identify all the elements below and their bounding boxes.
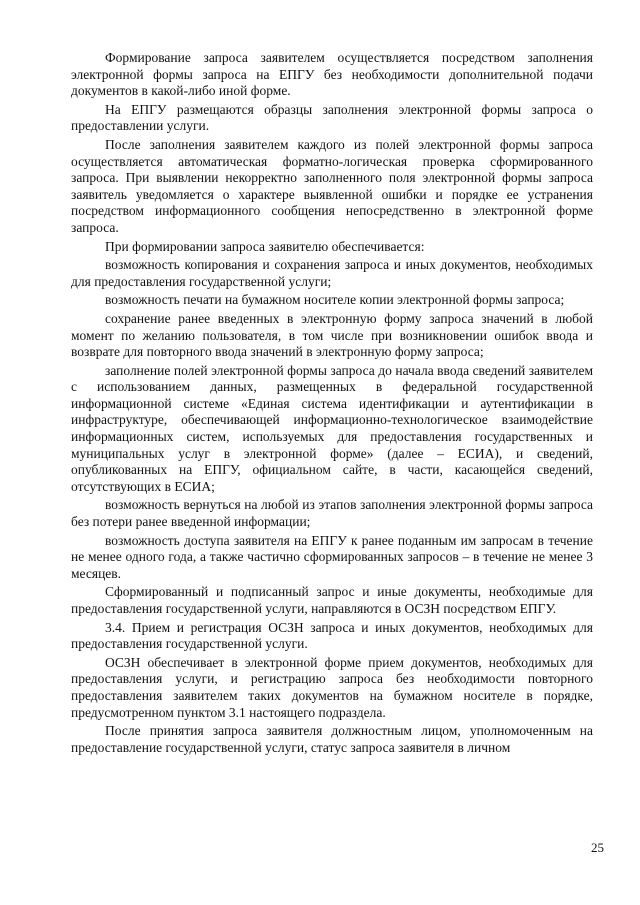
section-heading: 3.4. Прием и регистрация ОСЗН запроса и иных документов, необходимых для предоставления государственной услуги.: [71, 619, 593, 652]
list-item: возможность вернуться на любой из этапов заполнения электронной формы запроса без потери ранее введенной информации;: [71, 497, 593, 530]
list-item: возможность печати на бумажном носителе копии электронной формы запроса;: [105, 292, 565, 308]
paragraph: Сформированный и подписанный запрос и иные документы, необходимые для предоставления государственной услуги, направляются в ОСЗН посредством ЕПГУ.: [71, 584, 593, 616]
paragraph: После принятия запроса заявителя должностным лицом, уполномоченным на предоставление государственной услуги, статус запроса заявителя в личном: [71, 723, 593, 755]
list-item: заполнение полей электронной формы запроса до начала ввода сведений заявителем с использованием данных, размещенных в федеральной государственной информационной системе «Единая система идентификации и аутентификации в инфраструктуре, обеспечивающей информационно-технологическое взаимодействие информационных систем, используемых для предоставления государственных и муниципальных услуг в электронной форме» (далее – ЕСИА), и сведений, опубликованных на ЕПГУ, официальном сайте, в части, касающейся сведений, отсутствующих в ЕСИА;: [71, 362, 593, 494]
list-item: сохранение ранее введенных в электронную форму запроса значений в любой момент по желанию пользователя, в том числе при возникновении ошибок ввода и возврате для повторного ввода значений в электронную форму запроса;: [71, 310, 593, 360]
paragraph: ОСЗН обеспечивает в электронной форме прием документов, необходимых для предоставления услуги, и регистрацию запроса без необходимости повторного предоставления заявителем таких документов на бумажном носителе в порядке, предусмотренном пунктом 3.1 настоящего подраздела.: [71, 654, 593, 720]
paragraph: При формировании запроса заявителю обеспечивается:: [105, 238, 425, 254]
paragraph: На ЕПГУ размещаются образцы заполнения электронной формы запроса о предоставлении услуги.: [71, 101, 593, 134]
list-item: возможность доступа заявителя на ЕПГУ к ранее поданным им запросам в течение не менее одного года, а также частично сформированных запросов – в течение не менее 3 месяцев.: [71, 532, 593, 581]
paragraph: После заполнения заявителем каждого из полей электронной формы запроса осуществляется автоматическая форматно-логическая проверка сформированного запроса. При выявлении некорректно заполненного поля электронной формы запроса заявитель уведомляется о характере выявленной ошибки и порядке ее устранения посредством информационного сообщения непосредственно в электронной форме запроса.: [71, 136, 593, 235]
paragraph: Формирование запроса заявителем осуществляется посредством заполнения электронной формы запроса на ЕПГУ без необходимости дополнительной подачи документов в какой-либо иной форме.: [71, 50, 593, 99]
body-text: [71, 50, 593, 758]
page-number: 25: [591, 840, 604, 855]
list-item: возможность копирования и сохранения запроса и иных документов, необходимых для предоставления государственной услуги;: [71, 257, 593, 289]
